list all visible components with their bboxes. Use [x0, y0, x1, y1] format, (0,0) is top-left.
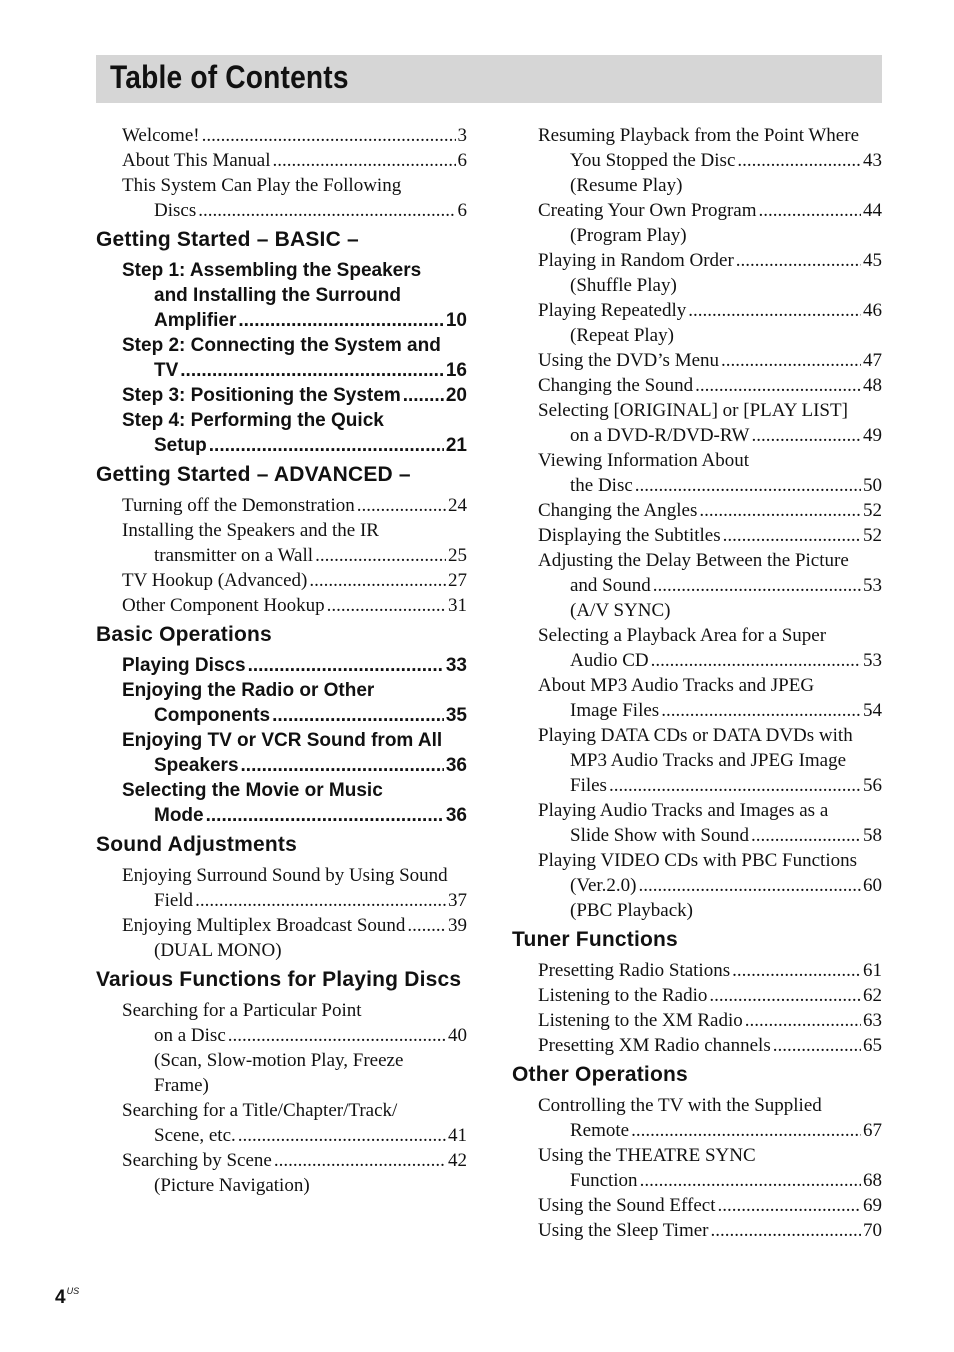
dot-leader [407, 913, 446, 938]
toc-entry-title: Using the Sleep Timer [538, 1220, 709, 1241]
dot-leader [651, 648, 861, 673]
toc-page-number: 21 [445, 435, 467, 456]
toc-page-number: 33 [445, 655, 467, 676]
dot-leader [640, 1168, 861, 1193]
toc-page-number: 27 [448, 570, 467, 591]
dot-leader [309, 568, 446, 593]
section-heading: Basic Operations [96, 623, 272, 646]
toc-entry[interactable] [96, 1148, 467, 1198]
toc-entry-note: Frame) [154, 1075, 209, 1096]
toc-page-number: 36 [445, 755, 467, 776]
dot-leader [631, 1118, 861, 1143]
dot-leader [710, 1218, 861, 1243]
dot-leader [209, 433, 444, 458]
toc-entry-title: Step 4: Performing the Quick [122, 410, 384, 431]
dot-leader [759, 198, 862, 223]
dot-leader [721, 348, 861, 373]
toc-entry-title: Resuming Playback from the Point Where [538, 125, 860, 146]
toc-entry-title: Step 1: Assembling the Speakers [122, 260, 422, 281]
toc-page-number: 40 [448, 1025, 467, 1046]
toc-entry-title: Playing VIDEO CDs with PBC Functions [538, 850, 857, 871]
toc-entry-title: Amplifier [154, 310, 237, 331]
toc-entry-title: Image Files [570, 700, 660, 721]
toc-entry-title: Setup [154, 435, 207, 456]
toc-entry[interactable] [96, 678, 467, 728]
toc-entry[interactable] [512, 798, 882, 848]
toc-entry-title: on a DVD-R/DVD-RW [570, 425, 750, 446]
toc-entry-title: Audio CD [570, 650, 649, 671]
dot-leader [228, 1023, 446, 1048]
toc-entry[interactable] [96, 653, 467, 678]
toc-page-number: 68 [863, 1170, 882, 1191]
dot-leader [272, 703, 444, 728]
toc-entry-title: Searching for a Particular Point [122, 1000, 362, 1021]
toc-page-number: 20 [445, 385, 467, 406]
dot-leader [718, 1193, 862, 1218]
toc-entry-title: Components [154, 705, 271, 726]
toc-page-number: 60 [863, 875, 882, 896]
toc-entry-title: Enjoying the Radio or Other [122, 680, 375, 701]
section-heading: Getting Started – BASIC – [96, 228, 359, 251]
toc-entry[interactable] [96, 863, 467, 913]
toc-page-number: 24 [448, 495, 467, 516]
toc-page-number: 67 [863, 1120, 882, 1141]
dot-leader [403, 383, 444, 408]
dot-leader [745, 1008, 861, 1033]
toc-entry[interactable] [96, 998, 467, 1098]
toc-page-number: 49 [863, 425, 882, 446]
toc-entry-title: Listening to the Radio [538, 985, 708, 1006]
title-bar [96, 55, 882, 103]
toc-entry-title: Enjoying Surround Sound by Using Sound [122, 865, 448, 886]
toc-entry-title: the Disc [570, 475, 633, 496]
toc-entry[interactable] [512, 623, 882, 673]
toc-entry-title: Creating Your Own Program [538, 200, 757, 221]
toc-page-number: 31 [448, 595, 467, 616]
section-heading: Sound Adjustments [96, 833, 297, 856]
toc-entry-title: Speakers [154, 755, 239, 776]
dot-leader [202, 123, 456, 148]
toc-page-number: 6 [457, 200, 467, 221]
toc-page-number: 54 [863, 700, 882, 721]
toc-page-number: 45 [863, 250, 882, 271]
toc-entry-title: About This Manual [122, 150, 271, 171]
toc-entry-title: TV Hookup (Advanced) [122, 570, 308, 591]
toc-entry-title: MP3 Audio Tracks and JPEG Image [570, 750, 847, 771]
toc-entry-title: Field [154, 890, 194, 911]
toc-page-number: 36 [445, 805, 467, 826]
toc-entry-title: This System Can Play the Following [122, 175, 402, 196]
toc-entry-title: Discs [154, 200, 197, 221]
toc-page-number: 58 [863, 825, 882, 846]
toc-entry[interactable] [96, 333, 467, 383]
toc-entry[interactable] [512, 198, 882, 248]
toc-entry-title: Using the Sound Effect [538, 1195, 716, 1216]
toc-page-number: 53 [863, 650, 882, 671]
toc-page-number: 48 [863, 375, 882, 396]
toc-entry[interactable] [512, 348, 882, 373]
dot-leader [688, 298, 861, 323]
toc-page-number: 41 [448, 1125, 467, 1146]
section-heading: Other Operations [512, 1063, 688, 1086]
page-number: 4 [55, 1287, 66, 1308]
toc-entry-title: Playing Discs [122, 655, 246, 676]
dot-leader [635, 473, 861, 498]
toc-page-number: 65 [863, 1035, 882, 1056]
toc-page-number: 52 [863, 500, 882, 521]
toc-entry[interactable] [512, 523, 882, 548]
dot-leader [241, 753, 444, 778]
toc-entry[interactable] [512, 1193, 882, 1218]
toc-entry[interactable] [512, 1218, 882, 1243]
toc-entry-title: Presetting XM Radio channels [538, 1035, 771, 1056]
dot-leader [737, 148, 861, 173]
toc-entry-title: About MP3 Audio Tracks and JPEG [538, 675, 815, 696]
toc-entry-title: and Installing the Surround [154, 285, 401, 306]
dot-leader [732, 958, 861, 983]
section-heading: Tuner Functions [512, 928, 678, 951]
dot-leader [357, 493, 446, 518]
toc-page-number: 42 [448, 1150, 467, 1171]
toc-entry-title: Mode [154, 805, 204, 826]
toc-entry[interactable] [512, 983, 882, 1008]
toc-entry-title: You Stopped the Disc [570, 150, 736, 171]
toc-entry-title: Function [570, 1170, 638, 1191]
toc-entry[interactable] [96, 778, 467, 828]
toc-entry-title: Enjoying TV or VCR Sound from All [122, 730, 443, 751]
dot-leader [238, 308, 444, 333]
toc-entry[interactable] [512, 123, 882, 198]
toc-entry[interactable] [512, 498, 882, 523]
dot-leader [248, 653, 444, 678]
toc-column-left [96, 123, 467, 1198]
toc-entry-note: (A/V SYNC) [570, 600, 671, 621]
toc-entry-title: Presetting Radio Stations [538, 960, 731, 981]
toc-entry-title: Enjoying Multiplex Broadcast Sound [122, 915, 406, 936]
toc-page-number: 63 [863, 1010, 882, 1031]
toc-page-number: 10 [445, 310, 467, 331]
toc-entry-title: transmitter on a Wall [154, 545, 314, 566]
toc-entry[interactable] [512, 1033, 882, 1058]
toc-entry-title: Step 2: Connecting the System and [122, 335, 441, 356]
toc-entry-title: Playing in Random Order [538, 250, 734, 271]
toc-entry[interactable] [512, 373, 882, 398]
toc-entry[interactable] [512, 248, 882, 298]
dot-leader [272, 148, 455, 173]
dot-leader [274, 1148, 446, 1173]
toc-entry-title: Controlling the TV with the Supplied [538, 1095, 822, 1116]
toc-entry-title: Viewing Information About [538, 450, 749, 471]
toc-entry-title: Welcome! [122, 125, 200, 146]
toc-entry[interactable] [96, 258, 467, 333]
toc-entry-title: Step 3: Positioning the System [122, 385, 401, 406]
toc-entry-title: Playing Repeatedly [538, 300, 687, 321]
toc-entry-title: Playing DATA CDs or DATA DVDs with [538, 725, 853, 746]
toc-entry-title: Searching by Scene [122, 1150, 272, 1171]
toc-entry-title: Displaying the Subtitles [538, 525, 721, 546]
toc-page-number: 47 [863, 350, 882, 371]
toc-entry[interactable] [512, 1093, 882, 1143]
toc-entry[interactable] [512, 448, 882, 498]
toc-page-number: 6 [457, 150, 467, 171]
toc-entry[interactable] [96, 148, 467, 173]
dot-leader [695, 373, 861, 398]
toc-page-number: 70 [863, 1220, 882, 1241]
toc-entry[interactable] [512, 673, 882, 723]
toc-entry-title: (Ver.2.0) [570, 875, 637, 896]
dot-leader [638, 873, 861, 898]
dot-leader [653, 573, 861, 598]
toc-entry-title: Scene, etc. [154, 1125, 236, 1146]
toc-page-number: 56 [863, 775, 882, 796]
toc-entry-note: (Scan, Slow-motion Play, Freeze [154, 1050, 404, 1071]
toc-entry-title: Changing the Angles [538, 500, 698, 521]
toc-page-number: 52 [863, 525, 882, 546]
page-footer [55, 1286, 79, 1309]
toc-page-number: 61 [863, 960, 882, 981]
toc-entry-title: Slide Show with Sound [570, 825, 749, 846]
dot-leader [723, 523, 861, 548]
toc-page-number: 16 [445, 360, 467, 381]
region-code: US [66, 1286, 80, 1296]
dot-leader [751, 823, 861, 848]
toc-entry[interactable] [512, 1008, 882, 1033]
toc-entry[interactable] [96, 123, 467, 148]
dot-leader [736, 248, 861, 273]
dot-leader [751, 423, 861, 448]
dot-leader [327, 593, 446, 618]
toc-entry[interactable] [96, 913, 467, 963]
toc-page-number: 69 [863, 1195, 882, 1216]
dot-leader [198, 198, 455, 223]
toc-entry[interactable] [96, 593, 467, 618]
toc-page-number: 43 [863, 150, 882, 171]
dot-leader [180, 358, 444, 383]
toc-page-number: 37 [448, 890, 467, 911]
toc-entry[interactable] [512, 958, 882, 983]
dot-leader [195, 888, 446, 913]
page-title: Table of Contents [110, 59, 349, 95]
toc-page-number: 44 [863, 200, 882, 221]
toc-entry-note: (PBC Playback) [570, 900, 693, 921]
toc-page-number: 39 [448, 915, 467, 936]
toc-entry[interactable] [512, 723, 882, 798]
toc-entry-title: on a Disc [154, 1025, 226, 1046]
dot-leader [315, 543, 446, 568]
toc-entry[interactable] [96, 1098, 467, 1148]
toc-entry-note: (Repeat Play) [570, 325, 674, 346]
toc-entry[interactable] [512, 1143, 882, 1193]
toc-entry-title: Changing the Sound [538, 375, 694, 396]
toc-entry-note: (Resume Play) [570, 175, 683, 196]
section-heading: Getting Started – ADVANCED – [96, 463, 411, 486]
toc-entry[interactable] [96, 408, 467, 458]
toc-entry-title: Listening to the XM Radio [538, 1010, 743, 1031]
toc-entry-title: Files [570, 775, 607, 796]
toc-entry-note: (DUAL MONO) [154, 940, 282, 961]
toc-page-number: 50 [863, 475, 882, 496]
toc-entry[interactable] [512, 398, 882, 448]
toc-entry-note: (Picture Navigation) [154, 1175, 310, 1196]
dot-leader [609, 773, 861, 798]
toc-column-right [512, 123, 882, 1243]
toc-entry[interactable] [96, 518, 467, 568]
toc-entry-title: Other Component Hookup [122, 595, 325, 616]
toc-page-number: 3 [457, 125, 467, 146]
toc-entry-title: and Sound [570, 575, 651, 596]
toc-page-number: 25 [448, 545, 467, 566]
toc-page-number: 35 [445, 705, 467, 726]
dot-leader [238, 1123, 446, 1148]
toc-entry-title: Turning off the Demonstration [122, 495, 355, 516]
dot-leader [206, 803, 444, 828]
toc-entry[interactable] [96, 568, 467, 593]
toc-entry[interactable] [96, 493, 467, 518]
toc-entry-title: Selecting a Playback Area for a Super [538, 625, 827, 646]
toc-entry-title: Using the THEATRE SYNC [538, 1145, 756, 1166]
toc-entry-title: Searching for a Title/Chapter/Track/ [122, 1100, 398, 1121]
toc-entry[interactable] [96, 173, 467, 223]
toc-page-number: 46 [863, 300, 882, 321]
dot-leader [709, 983, 861, 1008]
toc-entry-title: Installing the Speakers and the IR [122, 520, 379, 541]
toc-entry-title: Selecting [ORIGINAL] or [PLAY LIST] [538, 400, 848, 421]
toc-entry-title: Playing Audio Tracks and Images as a [538, 800, 829, 821]
toc-entry[interactable] [512, 848, 882, 923]
toc-entry-title: Selecting the Movie or Music [122, 780, 383, 801]
dot-leader [699, 498, 861, 523]
toc-entry[interactable] [96, 728, 467, 778]
toc-entry[interactable] [512, 298, 882, 348]
toc-entry-title: Remote [570, 1120, 630, 1141]
toc-entry-note: (Program Play) [570, 225, 687, 246]
section-heading: Various Functions for Playing Discs [96, 968, 462, 991]
toc-entry-title: Adjusting the Delay Between the Picture [538, 550, 849, 571]
toc-entry-title: TV [154, 360, 179, 381]
dot-leader [773, 1033, 861, 1058]
toc-entry[interactable] [96, 383, 467, 408]
toc-entry[interactable] [512, 548, 882, 623]
toc-entry-note: (Shuffle Play) [570, 275, 677, 296]
toc-page-number: 53 [863, 575, 882, 596]
dot-leader [661, 698, 861, 723]
toc-page-number: 62 [863, 985, 882, 1006]
toc-entry-title: Using the DVD’s Menu [538, 350, 720, 371]
